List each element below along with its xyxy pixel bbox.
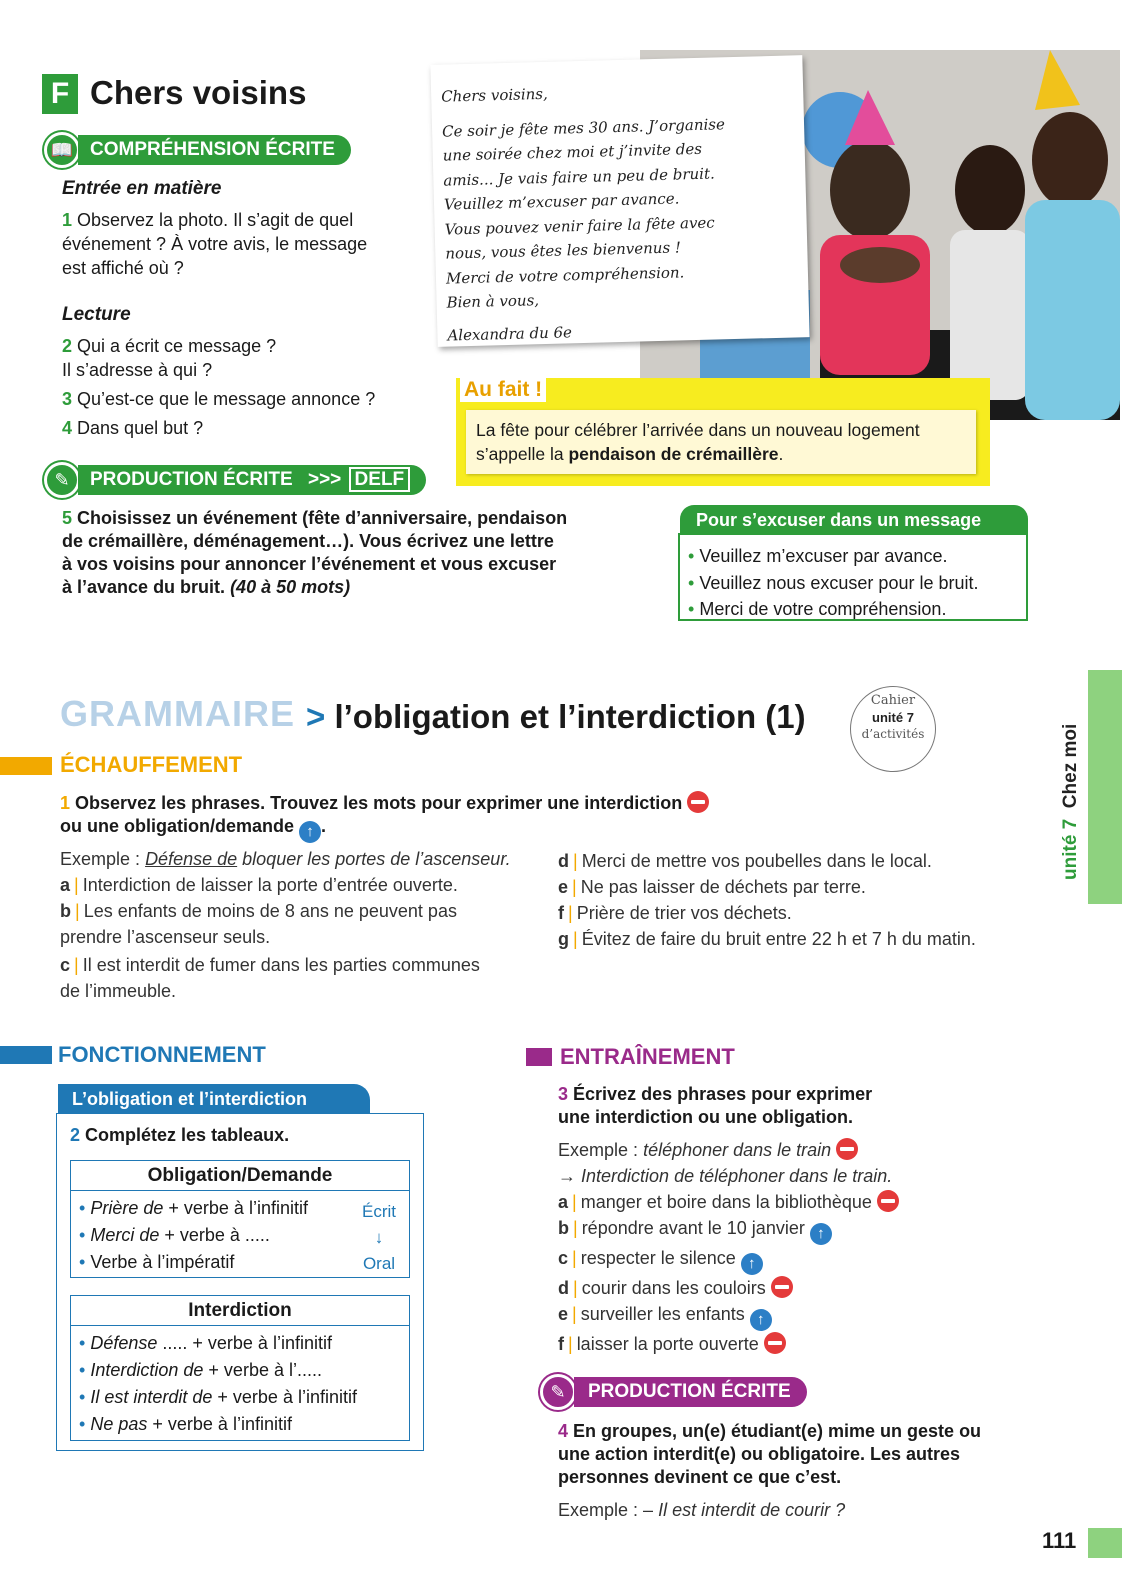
pencil-paper-icon: ✎	[44, 462, 80, 498]
table-row: • Interdiction de + verbe à l’.....	[79, 1360, 322, 1380]
book-icon: 📖	[44, 132, 80, 168]
arrow-down-icon: ↓	[374, 1228, 384, 1247]
fonctionnement-bar	[0, 1046, 52, 1064]
comprehension-label: COMPRÉHENSION ÉCRITE	[78, 135, 351, 165]
arrow-up-icon: ↑	[810, 1223, 832, 1245]
pencil-paper-icon: ✎	[540, 1374, 576, 1410]
excuse-item: • Veuillez nous excuser pour le bruit.	[688, 572, 979, 593]
ecrit-oral-scale: Écrit ↓ Oral	[355, 1199, 403, 1277]
interdiction-table	[70, 1295, 410, 1441]
list-item: f | Prière de trier vos déchets.	[558, 903, 792, 923]
grammaire-label: GRAMMAIRE	[60, 693, 295, 734]
excuse-box	[678, 533, 1028, 621]
cahier-stamp: Cahier unité 7 d’activités	[850, 686, 936, 772]
arrow-up-icon: ↑	[741, 1253, 763, 1275]
production-label: PRODUCTION ÉCRITE >>> DELF	[78, 465, 426, 495]
table-row: • Défense ..... + verbe à l’infinitif	[79, 1333, 332, 1353]
interdiction-table-body	[71, 1326, 409, 1442]
entree-title: Entrée en matière	[62, 178, 222, 199]
echauffement-question-1: 1 Observez les phrases. Trouvez les mots pour exprimer une interdiction ou une obligation/demande ↑ .	[60, 791, 780, 843]
list-item: b | répondre avant le 10 janvier ↑	[558, 1215, 998, 1245]
au-fait-title: Au fait !	[460, 378, 546, 402]
list-item: a | manger et boire dans la bibliothèque	[558, 1189, 998, 1215]
list-item: e | Ne pas laisser de déchets par terre.	[558, 877, 866, 897]
excuse-box-title: Pour s’excuser dans un message	[680, 505, 1028, 535]
fonctionnement-title: FONCTIONNEMENT	[58, 1042, 266, 1067]
question-2: 2 Qui a écrit ce message ? Il s’adresse à qui ?	[62, 336, 277, 380]
page-number: 111	[1042, 1528, 1077, 1553]
example-line: Exemple : téléphoner dans le train	[558, 1137, 998, 1163]
prohibited-icon	[764, 1332, 786, 1354]
unit-side-tab	[1088, 670, 1122, 904]
lecture-title: Lecture	[62, 304, 131, 325]
list-item: d | Merci de mettre vos poubelles dans le local.	[558, 851, 932, 871]
echauffement-left-list	[60, 846, 540, 1004]
interdiction-table-title: Interdiction	[71, 1296, 409, 1326]
list-item: a | Interdiction de laisser la porte d’entrée ouverte.	[60, 875, 458, 895]
unit-side-label: unité 7 Chez moi	[1060, 723, 1081, 880]
entrainement-title: ENTRAÎNEMENT	[560, 1044, 735, 1069]
question-3: 3 Qu’est-ce que le message annonce ?	[62, 389, 376, 409]
grammaire-topic: > l’obligation et l’interdiction (1)	[306, 698, 806, 735]
prohibited-icon	[836, 1138, 858, 1160]
page-corner-tab	[1088, 1528, 1122, 1558]
excuse-item: • Merci de votre compréhension.	[688, 599, 947, 619]
handwritten-note: Chers voisins, Ce soir je fête mes 30 ans. J’organise une soirée chez moi et j’invite des amis... Je vais faire un peu de bruit. Veuillez m’excuser par avance. Vous pouvez venir faire la fête avec nous, vous êtes les bienvenus ! Merci de votre compréhension. Bien à vous, Alexandra du 6e	[430, 55, 809, 347]
table-row: • Il est interdit de + verbe à l’infinitif	[79, 1387, 357, 1407]
echauffement-bar	[0, 757, 52, 775]
example-line: Exemple : Défense de bloquer les portes de l’ascenseur.	[60, 849, 511, 869]
entrainement-bar	[526, 1048, 552, 1066]
section-badge: F	[42, 74, 78, 114]
entrainement-list	[558, 1137, 998, 1357]
delf-badge: DELF	[349, 467, 411, 492]
table-row: • Verbe à l’impératif	[79, 1252, 235, 1272]
list-item: f | laisser la porte ouverte	[558, 1331, 998, 1357]
question-1: 1 Observez la photo. Il s’agit de quel événement ? À votre avis, le message est affiché où ?	[62, 210, 368, 278]
prohibited-icon	[687, 791, 709, 813]
table-row: • Prière de + verbe à l’infinitif	[79, 1198, 308, 1218]
question-5: 5 Choisissez un événement (fête d’anniversaire, pendaison de crémaillère, déménagement…). Vous écrivez une lettre à vos voisins pour annoncer l’événement et vous excuser à l’avance du bruit. (40 à 50 mots)	[62, 508, 568, 597]
fonctionnement-question-2: 2 Complétez les tableaux.	[70, 1125, 290, 1145]
production-ecrite-label: PRODUCTION ÉCRITE	[574, 1377, 807, 1407]
prohibited-icon	[877, 1190, 899, 1212]
list-item: d | courir dans les couloirs	[558, 1275, 998, 1301]
list-item: b | Les enfants de moins de 8 ans ne peuvent pas prendre l’ascenseur seuls.	[60, 901, 457, 947]
excuse-item: • Veuillez m’excuser par avance.	[688, 546, 948, 566]
arrow-up-icon: ↑	[299, 821, 321, 843]
au-fait-text: La fête pour célébrer l’arrivée dans un nouveau logement s’appelle la pendaison de crémaillère.	[466, 410, 976, 474]
question-4: 4 Dans quel but ?	[62, 418, 204, 438]
example-answer: → Interdiction de téléphoner dans le train.	[558, 1166, 893, 1186]
obligation-table-title: Obligation/Demande	[71, 1161, 409, 1191]
list-item: g | Évitez de faire du bruit entre 22 h et 7 h du matin.	[558, 929, 976, 949]
au-fait-box	[456, 378, 990, 486]
echauffement-right-list	[558, 848, 1048, 952]
list-item: e | surveiller les enfants ↑	[558, 1301, 998, 1331]
entrainement-question-4: 4 En groupes, un(e) étudiant(e) mime un geste ou une action interdit(e) ou obligatoire. Les autres personnes devinent ce que c’est.	[558, 1421, 982, 1487]
obligation-table	[70, 1160, 410, 1278]
section-title: Chers voisins	[90, 74, 307, 111]
q4-example: Exemple : – Il est interdit de courir ?	[558, 1500, 846, 1520]
entrainement-question-3: 3 Écrivez des phrases pour exprimer une interdiction ou une obligation.	[558, 1084, 873, 1127]
list-item: c | Il est interdit de fumer dans les parties communes de l’immeuble.	[60, 955, 480, 1001]
list-item: c | respecter le silence ↑	[558, 1245, 998, 1275]
table-row: • Ne pas + verbe à l’infinitif	[79, 1414, 292, 1434]
echauffement-title: ÉCHAUFFEMENT	[60, 752, 243, 777]
prohibited-icon	[771, 1276, 793, 1298]
fonctionnement-tab-title: L’obligation et l’interdiction	[58, 1084, 370, 1114]
arrow-up-icon: ↑	[750, 1309, 772, 1331]
table-row: • Merci de + verbe à .....	[79, 1225, 270, 1245]
